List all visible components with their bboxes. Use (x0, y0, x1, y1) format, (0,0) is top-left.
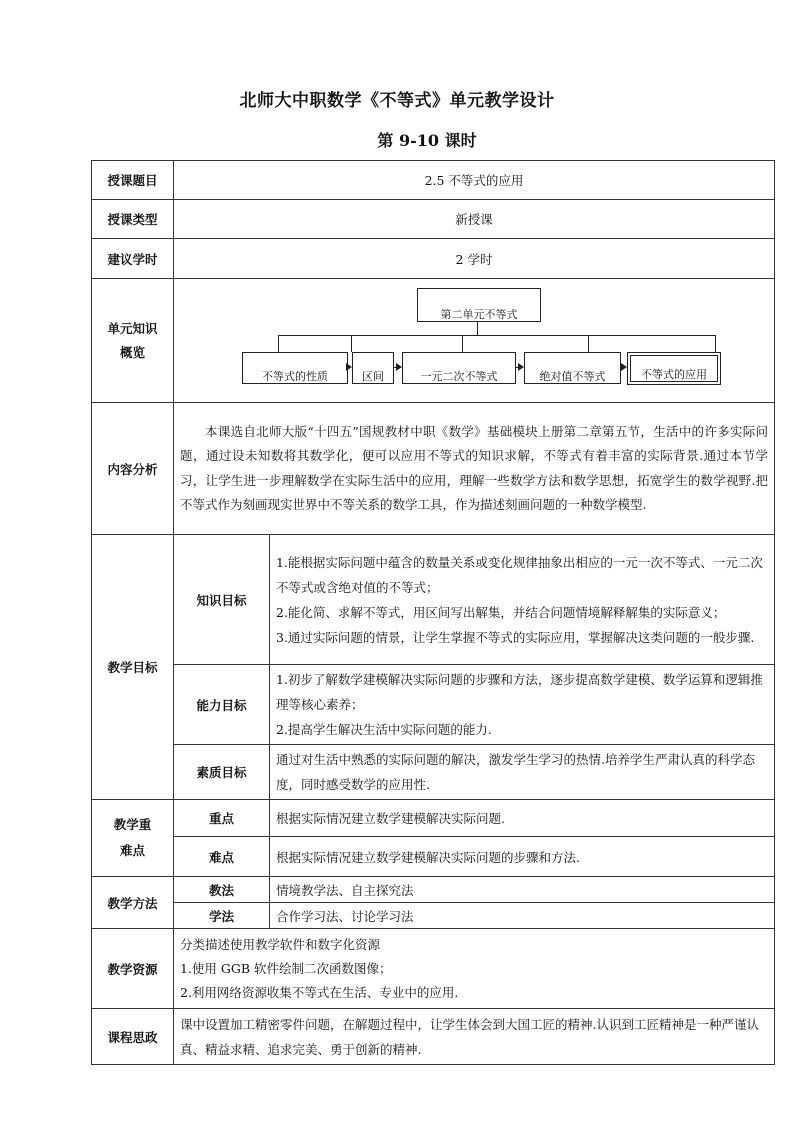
lesson-design-table (91, 160, 775, 1065)
ability-goal-item: 2.提高学生解决生活中实际问题的能力. (276, 722, 492, 737)
topic-label: 授课题目 (92, 161, 174, 200)
hours-label: 建议学时 (92, 239, 174, 279)
diagram-connector (351, 335, 352, 352)
analysis-label: 内容分析 (92, 403, 174, 535)
hours-value: 2 学时 (174, 239, 775, 279)
diagram-node-label: 一元二次不等式 (420, 370, 498, 383)
diagram-root-node (417, 288, 541, 322)
overview-label (92, 279, 174, 403)
knowledge-goal-item: 3.通过实际问题的情景，让学生掌握不等式的实际应用，掌握解决这类问题的一般步骤. (276, 629, 755, 645)
diagram-node-label: 区间 (362, 370, 384, 383)
diagram-connector (278, 335, 279, 352)
resource-item: 2.利用网络资源收集不等式在生活、专业中的应用. (180, 984, 459, 1000)
unit-knowledge-diagram (174, 279, 775, 403)
document-title: 北师大中职数学《不等式》单元教学设计 (239, 91, 555, 111)
analysis-text: 本课选自北师大版“十四五”国规教材中职《数学》基础模块上册第二章第五节，生活中的许多实际问题，通过设未知数将其数学化，便可以应用不等式的知识求解，不等式有着丰富的实际背景.通过本节学习，让学生进一步理解数学在实际生活中的应用，理解一些数学方法和数学思想，拓宽学生的数学视野.把不等式作为刻画现实世界中不等关系的数学工具，作为描述刻画问题的一种数学模型. (174, 403, 775, 535)
key-label: 重点 (174, 800, 270, 837)
diagram-connector (278, 335, 715, 336)
arrow-right-icon (621, 363, 627, 371)
topic-value: 2.5 不等式的应用 (174, 161, 775, 200)
row-resources (92, 929, 775, 1009)
knowledge-goal-item: 1.能根据实际问题中蕴含的数量关系或变化规律抽象出相应的一元一次不等式、一元二次不等式或含绝对值的不等式； (276, 554, 763, 595)
ability-goals (270, 665, 775, 745)
ideology-label: 课程思政 (92, 1009, 174, 1065)
ability-goal-item: 1.初步了解数学建模解决实际问题的步骤和方法，逐步提高数学建模、数学运算和逻辑推理等核心素养； (276, 672, 763, 712)
diagram-connector (462, 335, 463, 352)
resource-list (174, 929, 775, 1009)
row-teach-method (92, 877, 775, 903)
row-type (92, 200, 775, 239)
diagram-node-label: 不等式的性质 (262, 370, 328, 383)
overview-label-line2: 概览 (119, 344, 145, 360)
knowledge-label: 知识目标 (174, 535, 270, 665)
diagram-connector (588, 335, 589, 352)
diagram-node-quadratic (402, 352, 516, 384)
difficult-label: 难点 (174, 837, 270, 877)
lesson-number (0, 128, 794, 151)
knowledge-goal-item: 2.能化简、求解不等式，用区间写出解集，并结合问题情境解释解集的实际意义； (276, 604, 726, 620)
keypoints-label (92, 800, 174, 877)
method-label: 教学方法 (92, 877, 174, 929)
row-key-point (92, 800, 775, 837)
keypoints-label-line1: 教学重 (113, 817, 152, 832)
row-analysis (92, 403, 775, 535)
quality-label: 素质目标 (174, 745, 270, 800)
diagram-node-interval (352, 352, 394, 384)
goals-label: 教学目标 (92, 535, 174, 800)
row-learn-method (92, 903, 775, 929)
diagram-node-application (630, 355, 718, 382)
row-topic (92, 161, 775, 200)
resource-item: 分类描述使用教学软件和数字化资源 (180, 936, 381, 952)
diagram-node-properties (242, 352, 348, 384)
row-ideology (92, 1009, 775, 1065)
diagram-root-label: 第二单元不等式 (440, 308, 518, 321)
row-knowledge-goals (92, 535, 775, 665)
row-ability-goals (92, 665, 775, 745)
knowledge-goals (270, 535, 775, 665)
diagram-node-absolute (524, 352, 621, 384)
teach-label: 教法 (174, 877, 270, 903)
lesson-number-text: 第 9-10 课时 (377, 131, 477, 150)
diagram-node-label: 绝对值不等式 (539, 370, 606, 383)
diagram-connector (477, 321, 478, 335)
ability-label: 能力目标 (174, 665, 270, 745)
quality-goals: 通过对生活中熟悉的实际问题的解决，激发学生学习的热情.培养学生严肃认真的科学态度，同时感受数学的应用性. (270, 745, 775, 800)
learn-text: 合作学习法、讨论学习法 (270, 903, 775, 929)
diagram-connector (715, 335, 716, 352)
resource-item: 1.使用 GGB 软件绘制二次函数图像； (180, 960, 392, 976)
learn-label: 学法 (174, 903, 270, 929)
type-value: 新授课 (174, 200, 775, 239)
difficult-text: 根据实际情况建立数学建模解决实际问题的步骤和方法. (270, 837, 775, 877)
ideology-text: 课中设置加工精密零件问题，在解题过程中，让学生体会到大国工匠的精神.认识到工匠精神是一种严谨认真、精益求精、追求完美、勇于创新的精神. (174, 1009, 775, 1065)
row-quality-goals (92, 745, 775, 800)
row-overview (92, 279, 775, 403)
teach-text: 情境教学法、自主探究法 (270, 877, 775, 903)
key-text: 根据实际情况建立数学建模解决实际问题. (270, 800, 775, 837)
overview-label-line1: 单元知识 (107, 320, 158, 336)
diagram-node-label: 不等式的应用 (641, 368, 707, 381)
row-hours (92, 239, 775, 279)
row-difficult-point (92, 837, 775, 877)
resource-label: 教学资源 (92, 929, 174, 1009)
type-label: 授课类型 (92, 200, 174, 239)
keypoints-label-line2: 难点 (119, 843, 145, 858)
